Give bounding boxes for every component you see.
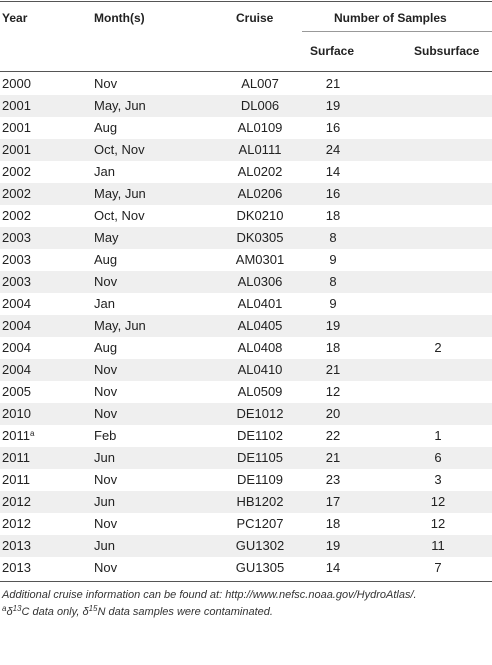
cell-year (2, 495, 31, 509)
cell-subsurface (418, 473, 458, 487)
footnote-line-2 (2, 606, 273, 618)
cell-surface-text: 22 (325, 428, 341, 443)
cell-months (94, 209, 145, 223)
cell-subsurface (418, 561, 458, 575)
cell-surface (313, 363, 353, 377)
cell-year (2, 143, 31, 157)
cell-cruise-text: AL0111 (238, 142, 282, 157)
cell-year (2, 77, 31, 91)
cell-year (2, 319, 31, 333)
cell-surface (313, 187, 353, 201)
cell-subsurface (418, 451, 458, 465)
cell-year (2, 407, 31, 421)
cell-subsurface-text: 11 (431, 538, 445, 553)
cell-surface (313, 297, 353, 311)
cell-months (94, 539, 115, 553)
cell-months-text: Jun (94, 494, 115, 509)
cell-months-text: Nov (94, 472, 118, 487)
cell-year (2, 517, 31, 531)
cell-surface-text: 19 (325, 98, 341, 113)
cell-months-text: May, Jun (94, 318, 146, 333)
cell-cruise (228, 187, 292, 201)
cell-year-text: 2000 (2, 76, 31, 91)
cell-surface (313, 429, 353, 443)
cell-months-text: May, Jun (94, 186, 146, 201)
cell-surface-text: 21 (325, 450, 341, 465)
cell-year (2, 165, 31, 179)
cell-cruise (228, 77, 292, 91)
cell-cruise (228, 121, 292, 135)
cell-months-text: Jan (94, 164, 115, 179)
table-row (0, 491, 492, 513)
cell-months (94, 99, 146, 113)
cell-cruise (228, 99, 292, 113)
cell-surface-text: 21 (325, 362, 341, 377)
cell-year-text: 2012 (2, 494, 31, 509)
footnote-line-1: Additional cruise information can be found at: http://www.nefsc.noaa.gov/HydroAtlas/. (2, 589, 417, 601)
cell-surface (313, 77, 353, 91)
table-row (0, 403, 492, 425)
cell-surface (313, 165, 353, 179)
cell-subsurface-text: 7 (434, 560, 442, 575)
cell-surface (313, 121, 353, 135)
cell-months (94, 429, 116, 443)
cell-months (94, 77, 117, 91)
cell-months-text: Nov (94, 76, 118, 91)
cell-year-text: 2011 (2, 472, 30, 487)
cell-year (2, 231, 31, 245)
cell-surface-text: 18 (325, 516, 341, 531)
cell-months (94, 121, 117, 135)
cell-surface (313, 209, 353, 223)
cell-year (2, 429, 34, 443)
cell-cruise-text: PC1207 (236, 516, 284, 531)
cell-months-text: Jan (94, 296, 115, 311)
header-year: Year (2, 11, 28, 25)
cell-subsurface (418, 429, 458, 443)
cell-surface (313, 495, 353, 509)
cell-months-text: Nov (94, 560, 118, 575)
cell-year-text: 2004 (2, 362, 31, 377)
cell-year (2, 341, 31, 355)
cell-surface (313, 253, 353, 267)
cell-year-text: 2003 (2, 252, 31, 267)
table-bottom-rule (0, 581, 492, 582)
cell-cruise-text: DE1105 (236, 450, 283, 465)
cell-year-text: 2012 (2, 516, 31, 531)
cell-surface-text: 19 (325, 318, 341, 333)
header-sub-rule (302, 31, 492, 32)
cell-surface-text: 21 (325, 76, 341, 91)
header-cruise: Cruise (236, 11, 274, 25)
cell-surface-text: 9 (329, 252, 337, 267)
cell-cruise-text: HB1202 (236, 494, 284, 509)
table-row (0, 73, 492, 95)
table-row (0, 117, 492, 139)
cell-subsurface-text: 3 (434, 472, 442, 487)
cell-year-text: 2011 (2, 450, 30, 465)
cell-cruise-text: AL0401 (237, 296, 283, 311)
cell-year-text: 2002 (2, 186, 31, 201)
cell-cruise (228, 319, 292, 333)
cell-cruise-text: AL0202 (237, 164, 283, 179)
table-row (0, 227, 492, 249)
cell-months-text: Aug (94, 120, 118, 135)
table-row (0, 271, 492, 293)
cell-surface (313, 473, 353, 487)
table-row (0, 513, 492, 535)
table-row (0, 315, 492, 337)
cell-cruise-text: AL0306 (237, 274, 283, 289)
cell-surface-text: 8 (329, 274, 337, 289)
footnote-delta-n: δ (82, 606, 89, 618)
cell-subsurface (418, 517, 458, 531)
footnote-marker: a (2, 604, 7, 613)
cell-cruise (228, 143, 292, 157)
header-months: Month(s) (94, 11, 145, 25)
cell-surface (313, 231, 353, 245)
cell-cruise-text: DK0210 (236, 208, 284, 223)
cell-surface (313, 385, 353, 399)
cell-subsurface-text: 12 (430, 494, 446, 509)
cell-year-text: 2002 (2, 164, 31, 179)
cell-year-text: 2003 (2, 230, 31, 245)
cell-cruise (228, 165, 292, 179)
table-row (0, 205, 492, 227)
cell-year-text: 2004 (2, 296, 31, 311)
cell-subsurface (418, 341, 458, 355)
cell-cruise (228, 517, 292, 531)
cell-cruise-text: AL0509 (237, 384, 283, 399)
cell-year-text: 2001 (2, 98, 31, 113)
cell-surface-text: 9 (329, 296, 337, 311)
cell-year-text: 2001 (2, 142, 31, 157)
footnote-n-text: N data samples were contaminated. (97, 606, 273, 618)
cell-months (94, 231, 119, 245)
cell-cruise-text: GU1302 (235, 538, 285, 553)
cell-cruise-text: AL0109 (237, 120, 283, 135)
cell-months (94, 297, 115, 311)
cell-months-text: Nov (94, 274, 118, 289)
cell-year (2, 121, 31, 135)
cell-subsurface (418, 539, 458, 553)
table-row (0, 557, 492, 579)
cell-cruise-text: DE1012 (236, 406, 284, 421)
cell-year-text: 2013 (2, 538, 31, 553)
cell-cruise (228, 539, 292, 553)
cell-months-text: May (94, 230, 119, 245)
cell-subsurface (418, 495, 458, 509)
table-row (0, 535, 492, 557)
cell-cruise (228, 253, 292, 267)
cell-months (94, 253, 117, 267)
cell-cruise (228, 473, 292, 487)
footnote-13: 13 (12, 604, 22, 613)
cell-months-text: Feb (94, 428, 117, 443)
cell-surface-text: 14 (325, 560, 341, 575)
cell-cruise-text: AM0301 (235, 252, 285, 267)
cell-surface-text: 12 (325, 384, 341, 399)
cell-year (2, 363, 31, 377)
table-row (0, 425, 492, 447)
cell-cruise-text: AL0408 (237, 340, 283, 355)
cell-surface-text: 18 (325, 340, 341, 355)
cell-months (94, 363, 117, 377)
cell-cruise-text: AL0405 (237, 318, 283, 333)
cell-cruise-text: AL0206 (237, 186, 283, 201)
cell-months (94, 341, 117, 355)
cell-subsurface-text: 2 (434, 340, 442, 355)
cell-year (2, 275, 31, 289)
cell-cruise (228, 209, 292, 223)
cell-year-text: 2004 (2, 318, 31, 333)
table-row (0, 293, 492, 315)
cell-surface (313, 143, 353, 157)
table-row (0, 469, 492, 491)
cell-year (2, 187, 31, 201)
cell-cruise-text: DE1109 (236, 472, 283, 487)
cell-subsurface-text: 1 (434, 428, 442, 443)
table-row (0, 139, 492, 161)
cell-cruise (228, 495, 292, 509)
cell-year (2, 473, 30, 487)
cell-months (94, 385, 117, 399)
cell-cruise (228, 275, 292, 289)
cell-months (94, 407, 117, 421)
cell-months-text: May, Jun (94, 98, 146, 113)
cell-cruise-text: DK0305 (236, 230, 284, 245)
cell-year (2, 451, 30, 465)
footnote-c-text: C data only, (21, 606, 83, 618)
table-row (0, 381, 492, 403)
cell-surface (313, 99, 353, 113)
table-row (0, 183, 492, 205)
cell-cruise (228, 341, 292, 355)
cell-months (94, 517, 117, 531)
cell-surface (313, 407, 353, 421)
header-number-of-samples: Number of Samples (334, 11, 447, 25)
cell-year-text: 2003 (2, 274, 31, 289)
cell-year-text: 2013 (2, 560, 31, 575)
cell-months (94, 561, 117, 575)
cell-surface-text: 19 (325, 538, 341, 553)
cell-surface-text: 20 (325, 406, 341, 421)
cell-cruise (228, 407, 292, 421)
header-bottom-rule (0, 71, 492, 72)
cell-year (2, 385, 31, 399)
cell-year (2, 209, 31, 223)
table-top-rule (0, 1, 492, 2)
cell-months (94, 143, 145, 157)
cell-months-text: Aug (94, 252, 118, 267)
cell-year (2, 539, 31, 553)
cell-year (2, 297, 31, 311)
year-footnote-marker: a (29, 429, 35, 438)
cell-months (94, 495, 115, 509)
cell-year-text: 2002 (2, 208, 31, 223)
table-row (0, 249, 492, 271)
table-row (0, 359, 492, 381)
cell-cruise-text: AL007 (241, 76, 279, 91)
cell-year-text: 2004 (2, 340, 31, 355)
cell-cruise-text: DE1102 (236, 428, 283, 443)
cell-cruise (228, 231, 292, 245)
header-subsurface: Subsurface (414, 44, 480, 58)
cell-year-text: 2001 (2, 120, 31, 135)
cell-cruise (228, 385, 292, 399)
cell-cruise (228, 561, 292, 575)
table-row (0, 95, 492, 117)
cell-months (94, 473, 117, 487)
cell-year-text: 2011 (2, 428, 30, 443)
table-row (0, 447, 492, 469)
cell-months-text: Oct, Nov (94, 142, 145, 157)
cell-months (94, 451, 115, 465)
cell-year-text: 2010 (2, 406, 31, 421)
cell-months-text: Aug (94, 340, 118, 355)
header-surface: Surface (310, 44, 355, 58)
cell-months-text: Jun (94, 538, 115, 553)
table-row (0, 337, 492, 359)
cell-months (94, 187, 146, 201)
footnote-delta-c: δ (6, 606, 13, 618)
cell-cruise-text: GU1305 (235, 560, 285, 575)
cell-year-text: 2005 (2, 384, 31, 399)
cell-months-text: Oct, Nov (94, 208, 145, 223)
cell-year (2, 99, 31, 113)
cell-months-text: Nov (94, 362, 118, 377)
cell-cruise (228, 429, 292, 443)
cell-months (94, 275, 117, 289)
cell-cruise-text: DL006 (240, 98, 280, 113)
cell-subsurface-text: 6 (434, 450, 442, 465)
cell-subsurface-text: 12 (430, 516, 446, 531)
cell-surface (313, 319, 353, 333)
cell-months-text: Nov (94, 384, 118, 399)
cell-surface-text: 16 (325, 120, 341, 135)
cell-months (94, 165, 115, 179)
cell-surface (313, 561, 353, 575)
cell-surface-text: 23 (325, 472, 341, 487)
cell-surface-text: 18 (325, 208, 341, 223)
cell-surface (313, 341, 353, 355)
cell-year (2, 253, 31, 267)
cell-surface (313, 517, 353, 531)
cell-surface (313, 451, 353, 465)
cell-cruise (228, 363, 292, 377)
cell-year (2, 561, 31, 575)
cell-cruise (228, 297, 292, 311)
cell-surface-text: 14 (325, 164, 341, 179)
cell-surface (313, 275, 353, 289)
cell-cruise (228, 451, 292, 465)
cell-months (94, 319, 146, 333)
cell-months-text: Nov (94, 516, 118, 531)
cell-surface (313, 539, 353, 553)
cell-surface-text: 17 (325, 494, 341, 509)
cell-cruise-text: AL0410 (237, 362, 283, 377)
cell-months-text: Jun (94, 450, 115, 465)
footnote-15: 15 (88, 604, 98, 613)
table-row (0, 161, 492, 183)
cell-surface-text: 24 (325, 142, 341, 157)
cell-months-text: Nov (94, 406, 118, 421)
cell-surface-text: 16 (325, 186, 341, 201)
cell-surface-text: 8 (329, 230, 337, 245)
